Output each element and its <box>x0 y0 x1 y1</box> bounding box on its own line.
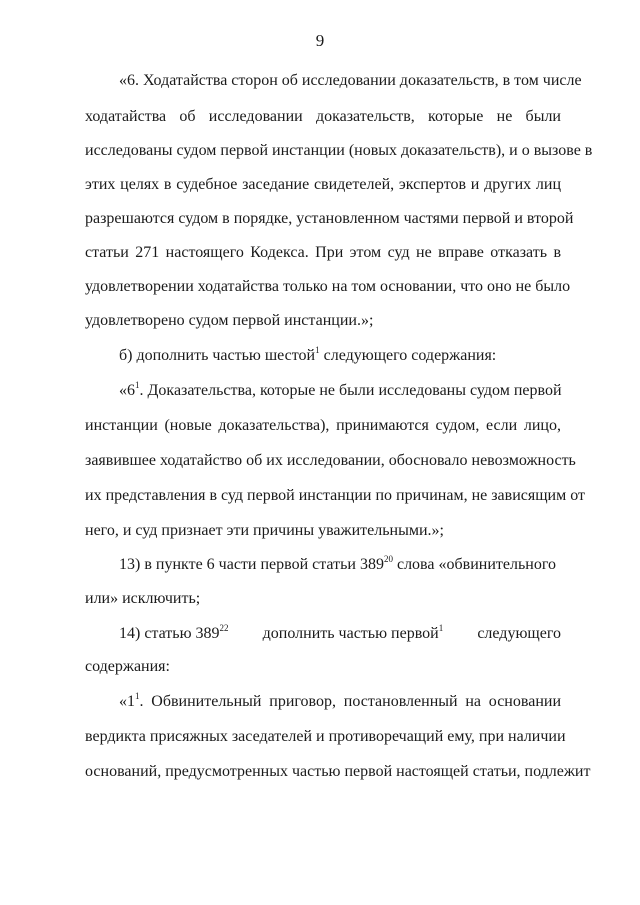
superscript: 20 <box>383 553 393 564</box>
text-fragment: б) дополнить частью шестой <box>119 347 316 364</box>
text-line: вердикта присяжных заседателей и противоречащий ему, при наличии <box>85 728 566 745</box>
text-line: статьи 271 настоящего Кодекса. При этом суд не вправе отказать в <box>85 244 561 261</box>
superscript: 1 <box>315 344 320 355</box>
text-line <box>119 555 561 575</box>
text-fragment: 13) в пункте 6 части первой статьи 389 <box>119 556 384 573</box>
text-line: оснований, предусмотренных частью первой настоящей статьи, подлежит <box>85 763 591 780</box>
text-fragment: . Доказательства, которые не были исследованы судом первой <box>139 382 562 399</box>
superscript: 22 <box>219 622 229 633</box>
text-fragment: слова «обвинительного <box>392 556 556 573</box>
text-line: разрешаются судом в порядке, установленном частями первой и второй <box>85 210 574 227</box>
text-fragment: дополнить частью первой <box>262 625 439 642</box>
text-line: удовлетворено судом первой инстанции.»; <box>85 312 374 329</box>
text-line: удовлетворении ходатайства только на том основании, что оно не было <box>85 278 571 295</box>
text-line: или» исключить; <box>85 590 201 607</box>
text-fragment: «6 <box>119 382 135 399</box>
text-fragment: «1 <box>119 693 135 710</box>
text-line: ходатайства об исследовании доказательств, которые не были <box>85 108 561 125</box>
text-line: инстанции (новые доказательства), принимаются судом, если лицо, <box>85 417 561 434</box>
text-line <box>119 624 561 644</box>
text-line: заявившее ходатайство об их исследовании, обосновало невозможность <box>85 452 576 469</box>
page-number: 9 <box>315 31 325 50</box>
text-fragment <box>263 624 444 644</box>
text-line: него, и суд признает эти причины уважительными.»; <box>85 522 444 539</box>
superscript: 1 <box>135 379 140 390</box>
text-fragment: 14) статью 389 <box>119 625 220 642</box>
text-line <box>119 346 561 366</box>
text-line: содержания: <box>85 658 170 675</box>
text-fragment <box>119 624 229 644</box>
text-fragment: следующего содержания: <box>319 347 497 364</box>
text-fragment: . Обвинительный приговор, постановленный на основании <box>139 693 561 710</box>
text-line: «6. Ходатайства сторон об исследовании доказательств, в том числе <box>119 72 582 89</box>
superscript: 1 <box>135 690 140 701</box>
superscript: 1 <box>438 622 444 633</box>
text-line <box>119 692 561 712</box>
text-line: этих целях в судебное заседание свидетелей, экспертов и других лиц <box>85 176 561 193</box>
text-line: исследованы судом первой инстанции (новых доказательств), и о вызове в <box>85 142 593 159</box>
text-fragment: следующего <box>477 625 561 642</box>
text-line <box>119 381 561 401</box>
text-line: их представления в суд первой инстанции по причинам, не зависящим от <box>85 487 586 504</box>
